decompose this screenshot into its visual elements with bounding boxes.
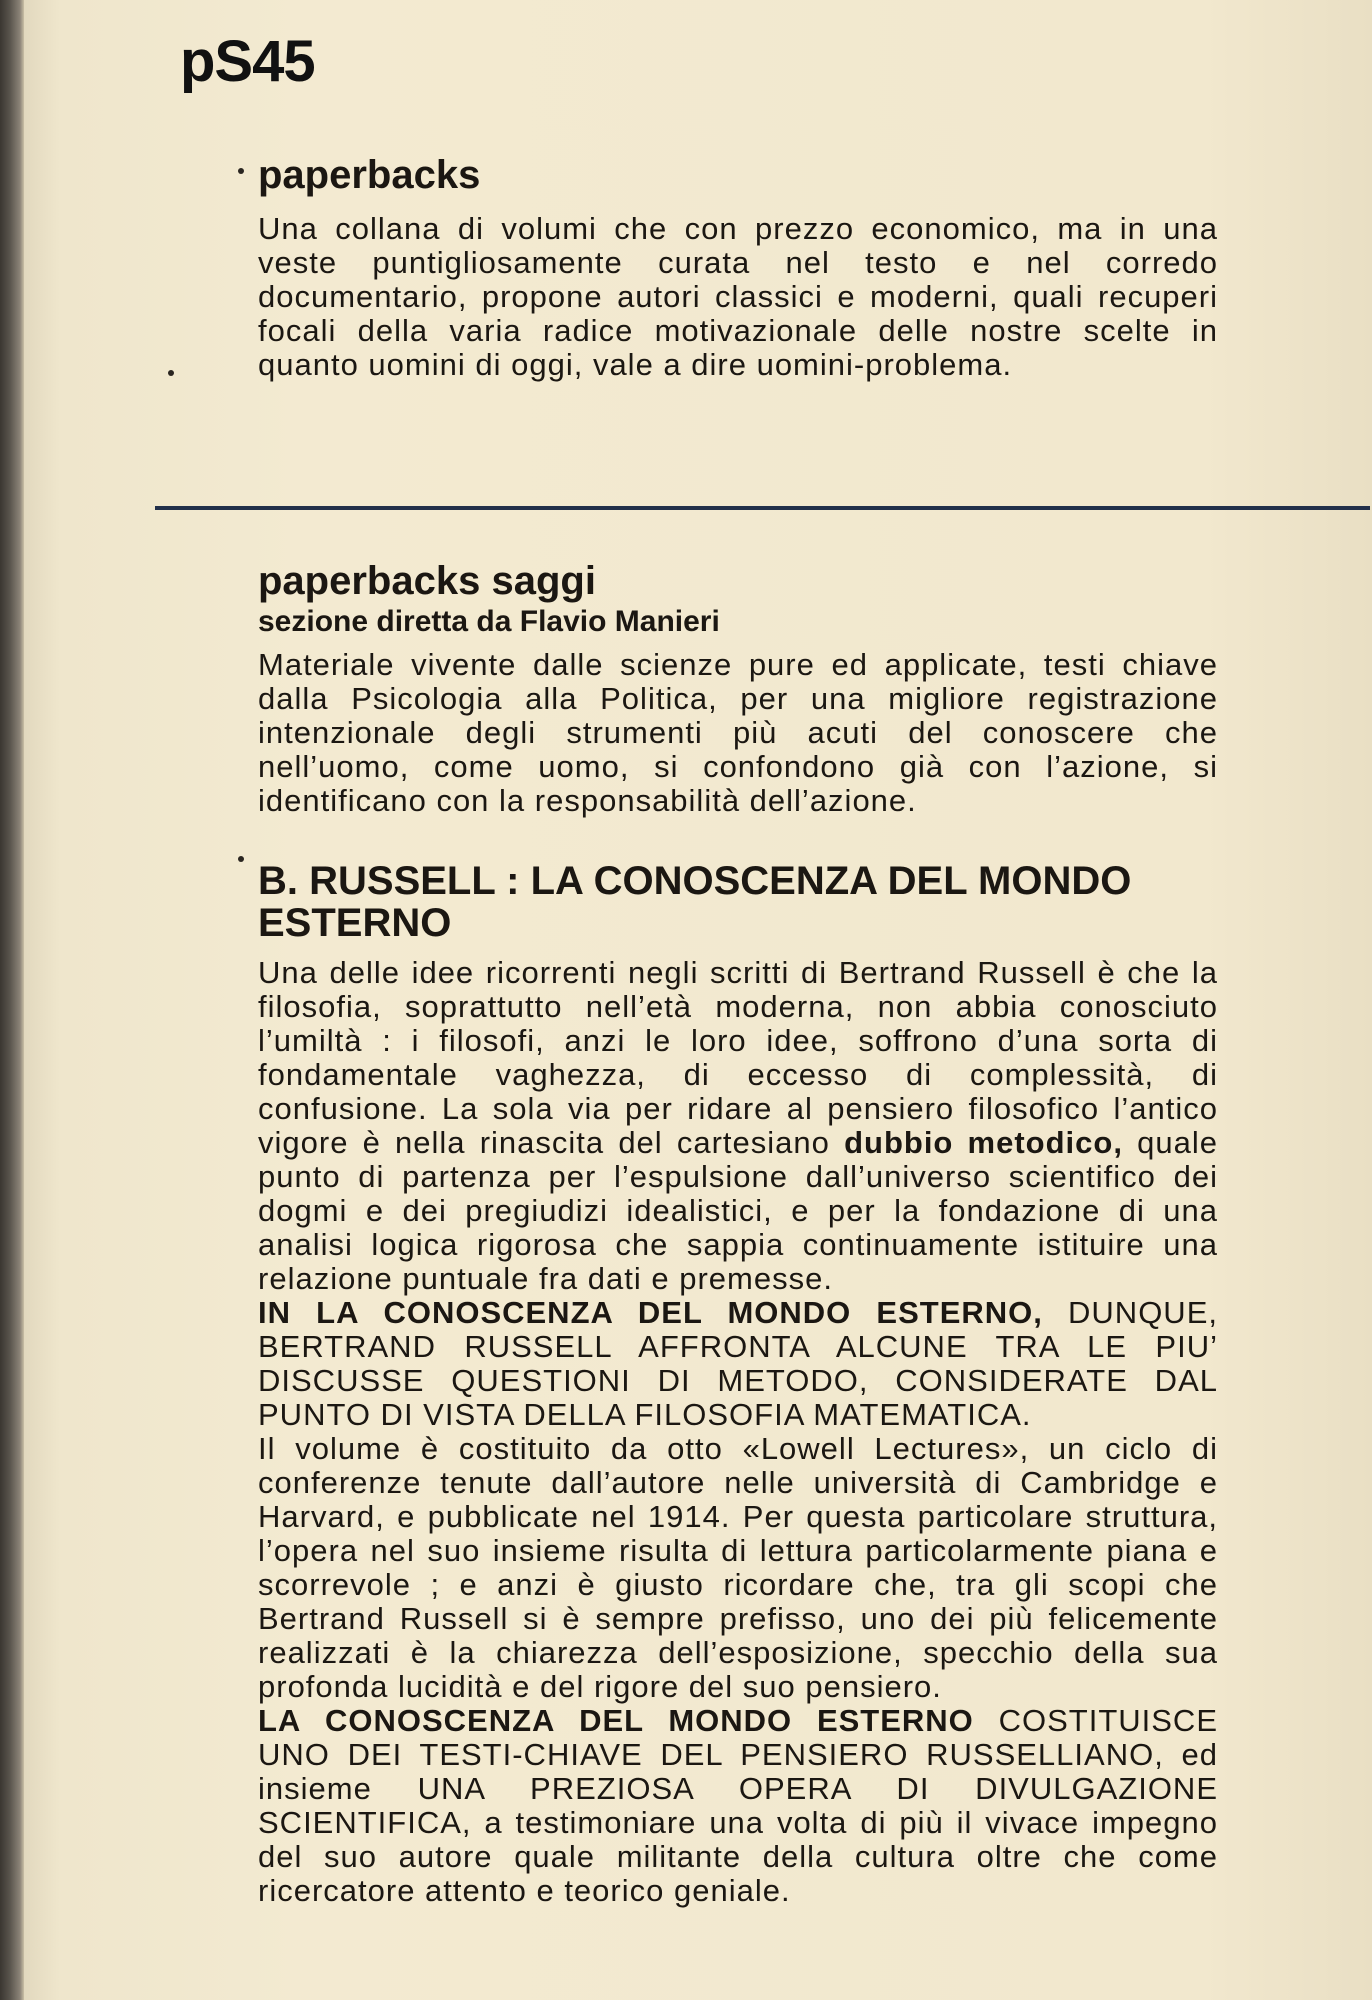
book-description [258,860,1218,1908]
text-run: DUNQUE, BERTRAND RUSSELL AFFRONTA ALCUNE TRA LE PIU’ DISCUSSE QUESTIONI DI METODO, CONSIDERATE DAL PUNTO DI VISTA DELLA FILOSOFIA MATEMATICA. [258,1295,1218,1432]
book-paragraph-1 [258,956,1218,1296]
book-paragraph-4 [258,1704,1218,1908]
bullet-dot [238,168,244,174]
book-paragraph-2 [258,1296,1218,1432]
section-description: Una collana di volumi che con prezzo economico, ma in una veste puntigliosamente curata nel testo e nel corredo documentario, propone autori classici e moderni, quali recuperi focali della varia radice motivazionale delle nostre scelte in quanto uomini di oggi, vale a dire uomini-problema. [258,211,1218,382]
section-subheading: sezione diretta da Flavio Manieri [258,605,720,638]
text-run: COSTITUISCE UNO DEI TESTI-CHIAVE DEL PENSIERO RUSSELLIANO, ed insieme UNA PREZIOSA OPERA DI DIVULGAZIONE SCIENTIFICA, a testimoniare una volta di più il vivace impegno del suo autore quale militante della cultura oltre che come ricercatore attento e teorico geniale. [258,1703,1218,1908]
text-run: Una delle idee ricorrenti negli scritti di Bertrand Russell è che la filosofia, soprattutto nell’età moderna, non abbia conosciuto l’umiltà : i filosofi, anzi le loro idee, soffrono d’una sorta di fondamentale vaghezza, di eccesso di complessità, di confusione. La sola via per ridare al pensiero filosofico l’antico vigore è nella rinascita del cartesiano [258,955,1218,1160]
book-paragraph-3: Il volume è costituito da otto «Lowell Lectures», un ciclo di conferenze tenute dall’autore nelle università di Cambridge e Harvard, e pubblicate nel 1914. Per questa particolare struttura, l’opera nel suo insieme risulta di lettura particolarmente piana e scorrevole ; e anzi è giusto ricordare che, tra gli scopi che Bertrand Russell si è sempre prefisso, uno dei più felicemente realizzati è la chiarezza dell’esposizione, specchio della sua profonda lucidità e del rigore del suo pensiero. [258,1431,1218,1704]
bold-text-run: dubbio metodico, [844,1125,1123,1160]
text-run: quale punto di partenza per l’espulsione dall’universo scientifico dei dogmi e dei pregiudizi idealistici, e per la fondazione di una analisi logica rigorosa che sappia continuamente istituire una relazione puntuale fra dati e premesse. [258,1125,1218,1296]
section-heading: paperbacks saggi [258,559,596,603]
horizontal-rule [155,506,1370,510]
bold-text-run: IN LA CONOSCENZA DEL MONDO ESTERNO, [258,1295,1043,1330]
section-heading: paperbacks [258,153,481,197]
bullet-dot [238,856,244,862]
section-paperbacks-saggi [258,558,1218,818]
bullet-dot [168,370,174,376]
section-paperbacks [258,152,1218,382]
bold-text-run: LA CONOSCENZA DEL MONDO ESTERNO [258,1703,974,1738]
book-title: B. RUSSELL : LA CONOSCENZA DEL MONDO ESTERNO [258,859,1132,945]
series-logo: pS45 [180,29,315,94]
book-spine-edge [0,0,24,2000]
section-description: Materiale vivente dalle scienze pure ed applicate, testi chiave dalla Psicologia alla Politica, per una migliore registrazione intenzionale degli strumenti più acuti del conoscere che nell’uomo, come uomo, si confondono già con l’azione, si identificano con la responsabilità dell’azione. [258,647,1218,818]
